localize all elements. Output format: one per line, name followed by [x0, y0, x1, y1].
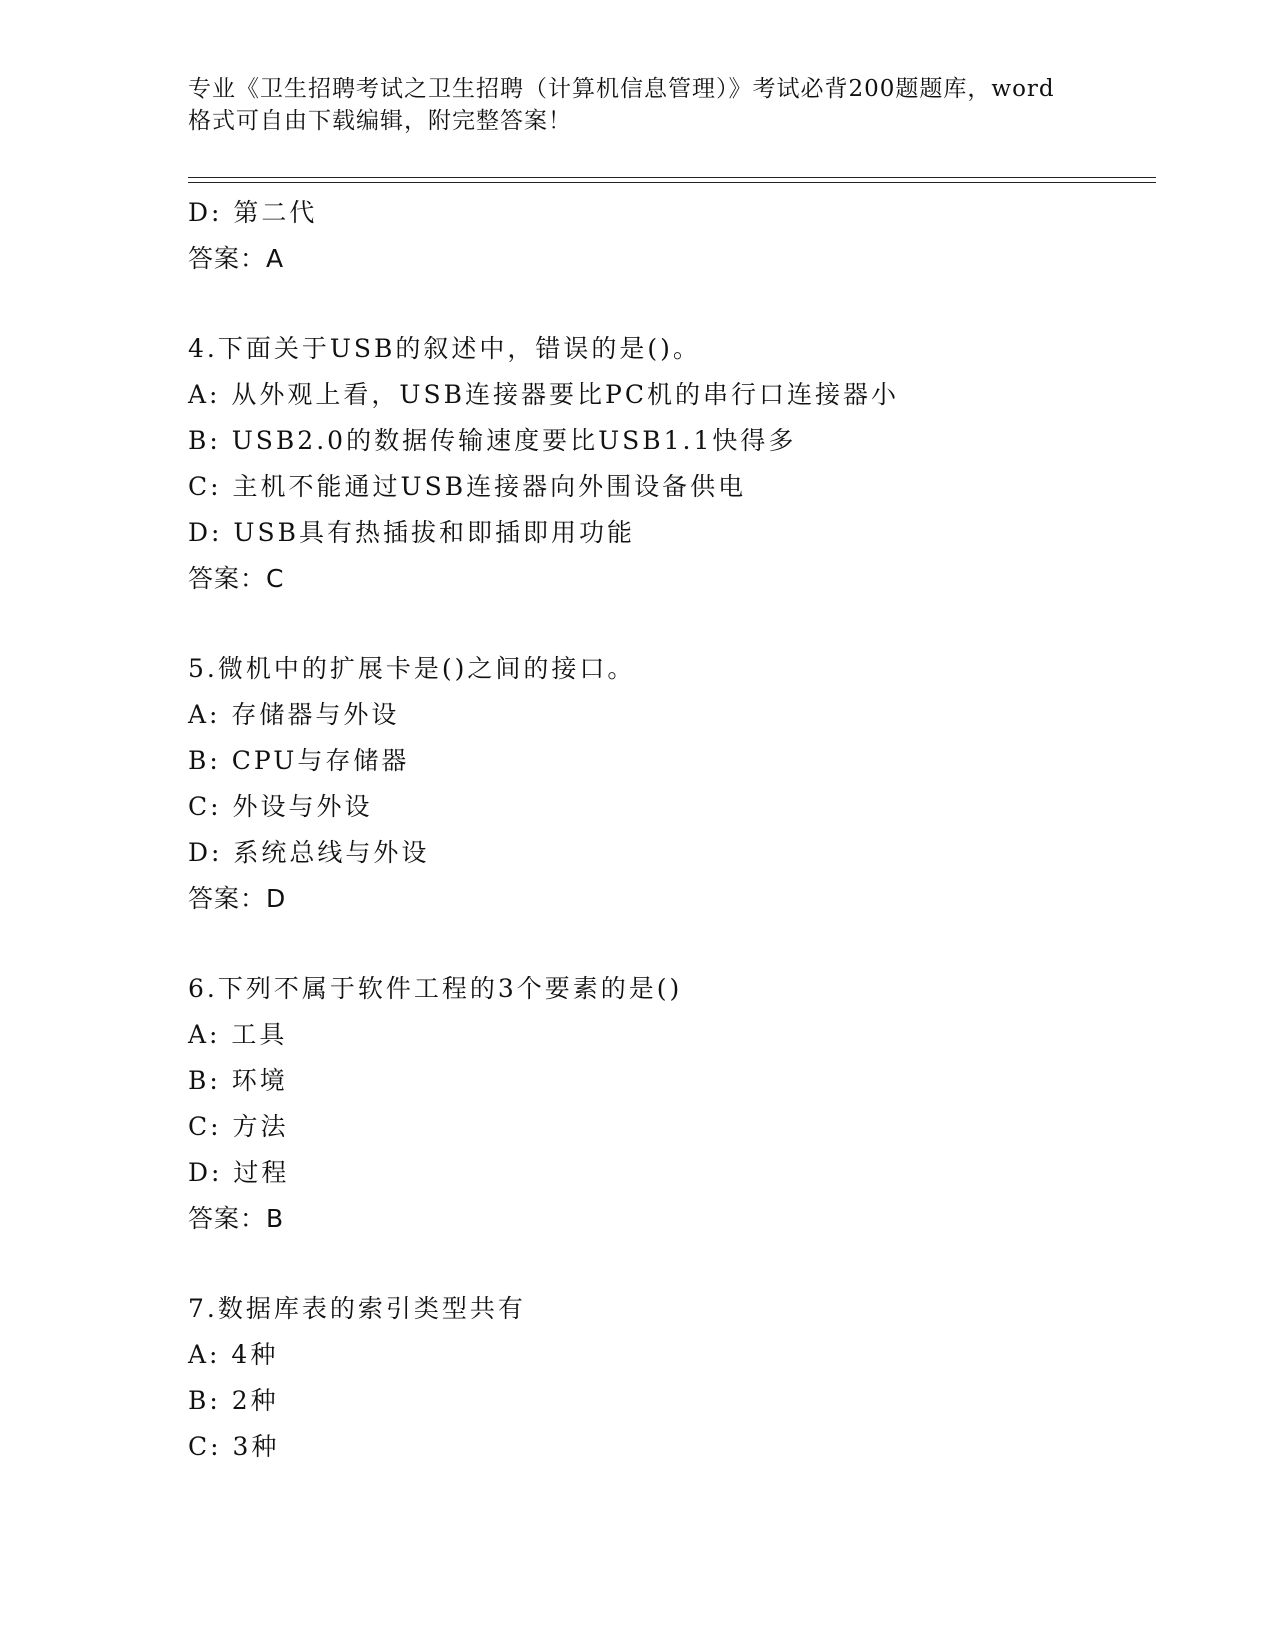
option-b: B: 2种	[188, 1386, 279, 1415]
option-a: A: 4种	[188, 1340, 279, 1369]
answer-line: 答案：D	[188, 884, 287, 913]
header-divider-bottom	[188, 182, 1156, 183]
spacer	[188, 1242, 1148, 1286]
header-title-line-2: 格式可自由下载编辑，附完整答案！	[188, 108, 572, 134]
option-d: D: 系统总线与外设	[188, 838, 430, 867]
spacer	[188, 602, 1148, 646]
option-a: A: 从外观上看，USB连接器要比PC机的串行口连接器小	[188, 380, 899, 409]
question-text: 7.数据库表的索引类型共有	[188, 1294, 526, 1323]
header-title-line-1: 专业《卫生招聘考试之卫生招聘（计算机信息管理）》考试必背200题题库，word	[188, 76, 1055, 102]
spacer	[188, 922, 1148, 966]
answer-line: 答案：C	[188, 564, 285, 593]
option-b: B: 环境	[188, 1066, 288, 1095]
option-a: A: 存储器与外设	[188, 700, 400, 729]
question-block-3	[188, 190, 1148, 282]
option-b: B: USB2.0的数据传输速度要比USB1.1快得多	[188, 426, 797, 455]
option-d: D: USB具有热插拔和即插即用功能	[188, 518, 635, 547]
question-text: 4.下面关于USB的叙述中，错误的是()。	[188, 334, 701, 363]
header-divider-top	[188, 177, 1156, 178]
question-block-5	[188, 646, 1148, 922]
option-d: D: 第二代	[188, 198, 318, 227]
answer-line: 答案：B	[188, 1204, 285, 1233]
option-c: C: 3种	[188, 1432, 280, 1461]
option-c: C: 主机不能通过USB连接器向外围设备供电	[188, 472, 747, 501]
option-a: A: 工具	[188, 1020, 288, 1049]
question-block-4	[188, 326, 1148, 602]
spacer	[188, 282, 1148, 326]
document-header	[188, 73, 1088, 137]
option-c: C: 外设与外设	[188, 792, 373, 821]
question-text: 5.微机中的扩展卡是()之间的接口。	[188, 654, 636, 683]
option-d: D: 过程	[188, 1158, 290, 1187]
option-c: C: 方法	[188, 1112, 289, 1141]
question-block-6	[188, 966, 1148, 1242]
option-b: B: CPU与存储器	[188, 746, 410, 775]
question-list	[188, 190, 1148, 1470]
question-block-7	[188, 1286, 1148, 1470]
question-text: 6.下列不属于软件工程的3个要素的是()	[188, 974, 683, 1003]
answer-line: 答案：A	[188, 244, 285, 273]
